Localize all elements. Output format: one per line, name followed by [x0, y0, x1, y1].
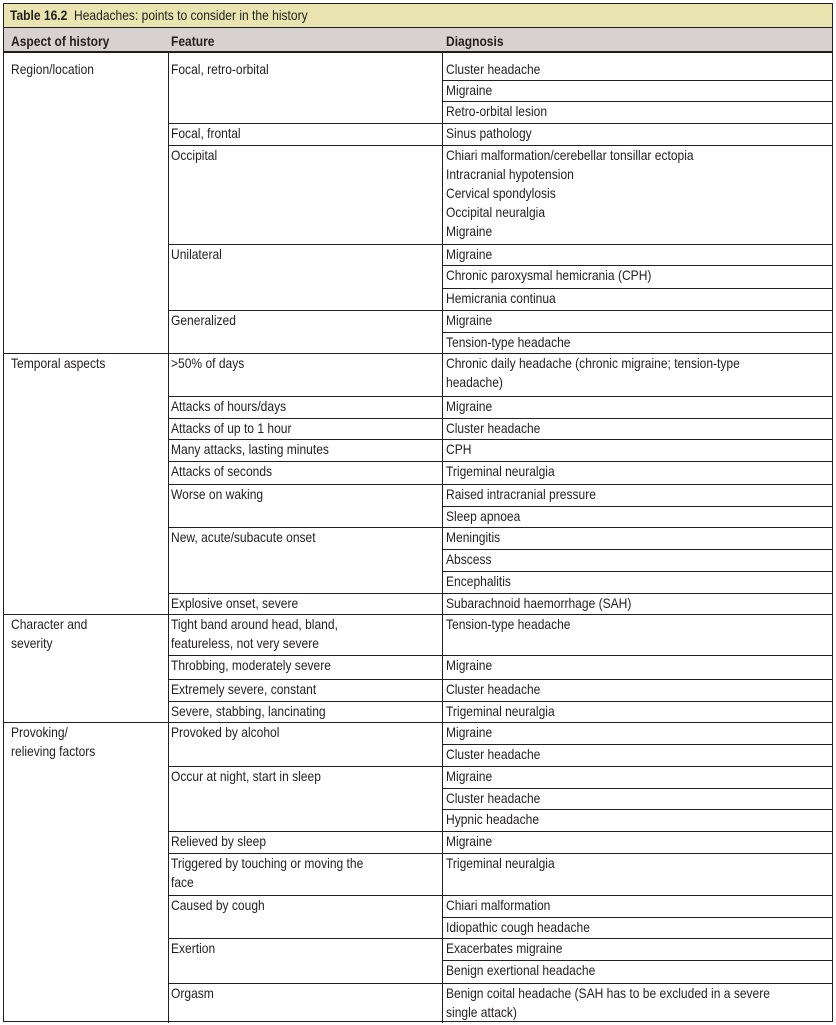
table-caption: [4, 4, 832, 28]
diagnosis-cell: Benign coital headache (SAH has to be excluded in a severe single attack): [446, 985, 770, 1020]
diagnosis-cell: Retro-orbital lesion: [446, 103, 548, 119]
aspect-cell: Temporal aspects: [11, 355, 106, 371]
feature-cell: Worse on waking: [171, 486, 264, 502]
aspect-cell: Character and severity: [11, 616, 88, 651]
diagnosis-cell: Subarachnoid haemorrhage (SAH): [446, 595, 632, 611]
diagnosis-cell: Migraine: [446, 246, 493, 262]
diagnosis-cell: Idiopathic cough headache: [446, 919, 590, 935]
diagnosis-cell: Hemicrania continua: [446, 290, 556, 306]
diagnosis-cell: Migraine: [446, 833, 493, 849]
table-header-row: [4, 28, 832, 53]
diagnosis-cell: Cluster headache: [446, 790, 541, 806]
section-divider: [4, 722, 832, 723]
column-divider: [442, 52, 443, 1023]
feature-cell: New, acute/subacute onset: [171, 529, 316, 545]
caption-label: Table 16.2: [10, 7, 68, 23]
diagnosis-cell: CPH: [446, 441, 472, 457]
diagnosis-cell: Chronic daily headache (chronic migraine; tension-type headache): [446, 355, 740, 390]
diagnosis-cell: Exacerbates migraine: [446, 940, 563, 956]
diagnosis-cell: Cluster headache: [446, 420, 541, 436]
column-header-feature: Feature: [171, 33, 215, 49]
feature-cell: Occipital: [171, 147, 218, 163]
feature-cell: Orgasm: [171, 985, 214, 1001]
feature-cell: Provoked by alcohol: [171, 724, 280, 740]
diagnosis-cell: Chiari malformation: [446, 897, 551, 913]
diagnosis-cell: Tension-type headache: [446, 616, 571, 632]
diagnosis-cell: Trigeminal neuralgia: [446, 855, 555, 871]
caption-text: [10, 7, 308, 23]
feature-cell: Attacks of seconds: [171, 463, 273, 479]
aspect-cell: Provoking/ relieving factors: [11, 724, 96, 759]
diagnosis-cell: Cluster headache: [446, 681, 541, 697]
diagnosis-cell: Meningitis: [446, 529, 501, 545]
feature-cell: Generalized: [171, 312, 236, 328]
feature-cell: >50% of days: [171, 355, 245, 371]
diagnosis-cell: Migraine: [446, 768, 493, 784]
diagnosis-cell: Migraine: [446, 657, 493, 673]
diagnosis-cell: Chronic paroxysmal hemicrania (CPH): [446, 267, 652, 283]
feature-cell: Triggered by touching or moving the face: [171, 855, 364, 890]
column-header-aspect: Aspect of history: [11, 33, 110, 49]
feature-cell: Focal, frontal: [171, 125, 241, 141]
diagnosis-cell: Sinus pathology: [446, 125, 532, 141]
feature-cell: Many attacks, lasting minutes: [171, 441, 329, 457]
diagnosis-cell: Hypnic headache: [446, 811, 540, 827]
diagnosis-cell: Migraine: [446, 724, 493, 740]
diagnosis-cell: Migraine: [446, 398, 493, 414]
feature-cell: Relieved by sleep: [171, 833, 267, 849]
headache-history-table: [3, 3, 833, 1022]
feature-cell: Occur at night, start in sleep: [171, 768, 321, 784]
feature-cell: Caused by cough: [171, 897, 265, 913]
feature-cell: Throbbing, moderately severe: [171, 657, 331, 673]
diagnosis-cell: Trigeminal neuralgia: [446, 703, 555, 719]
diagnosis-cell: Raised intracranial pressure: [446, 486, 596, 502]
diagnosis-cell: Chiari malformation/cerebellar tonsillar ectopia Intracranial hypotension Cervical spondylosis Occipital neuralgia Migraine: [446, 147, 694, 239]
diagnosis-cell: Migraine: [446, 312, 493, 328]
diagnosis-cell: Cluster headache: [446, 61, 541, 77]
feature-cell: Focal, retro-orbital: [171, 61, 269, 77]
feature-cell: Unilateral: [171, 246, 222, 262]
column-header-diagnosis: Diagnosis: [446, 33, 504, 49]
diagnosis-divider: [442, 549, 832, 550]
diagnosis-cell: Sleep apnoea: [446, 508, 521, 524]
row-divider: [168, 831, 832, 832]
caption-title: Headaches: points to consider in the history: [74, 7, 308, 23]
feature-cell: Tight band around head, bland, featureless, not very severe: [171, 616, 338, 651]
aspect-cell: Region/location: [11, 61, 95, 77]
diagnosis-cell: Encephalitis: [446, 573, 511, 589]
diagnosis-cell: Tension-type headache: [446, 334, 571, 350]
diagnosis-cell: Trigeminal neuralgia: [446, 463, 555, 479]
feature-cell: Explosive onset, severe: [171, 595, 299, 611]
diagnosis-cell: Abscess: [446, 551, 492, 567]
section-divider: [4, 614, 832, 615]
row-divider: [168, 244, 832, 245]
feature-cell: Extremely severe, constant: [171, 681, 317, 697]
row-divider: [168, 310, 832, 311]
diagnosis-cell: Cluster headache: [446, 746, 541, 762]
feature-cell: Attacks of up to 1 hour: [171, 420, 292, 436]
diagnosis-divider: [442, 80, 832, 81]
diagnosis-cell: Migraine: [446, 82, 493, 98]
feature-cell: Attacks of hours/days: [171, 398, 287, 414]
feature-cell: Exertion: [171, 940, 216, 956]
diagnosis-cell: Benign exertional headache: [446, 962, 596, 978]
feature-cell: Severe, stabbing, lancinating: [171, 703, 326, 719]
column-divider: [168, 52, 169, 1023]
